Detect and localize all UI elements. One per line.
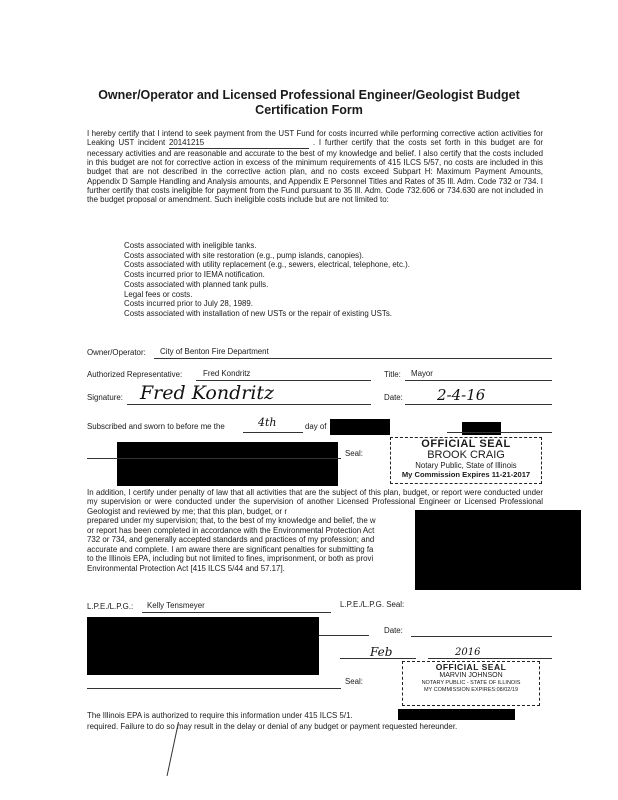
seal1-expiry: My Commission Expires 11-21-2017	[401, 470, 531, 479]
owner-operator-line	[154, 358, 552, 359]
redaction-month	[330, 419, 390, 435]
lpe-paragraph-d: 732 or 734, and generally accepted standards and practices of my profession; and	[87, 535, 375, 544]
owner-signature: Fred Kondritz	[140, 382, 275, 404]
owner-operator-value: City of Benton Fire Department	[160, 347, 269, 356]
notary-seal-1	[390, 437, 542, 484]
lpe-name-label: L.P.E./L.P.G.:	[87, 602, 134, 611]
incident-number: 20141215	[169, 138, 309, 148]
form-title-line2: Certification Form	[255, 103, 363, 117]
notary-year: 2016	[455, 647, 481, 658]
lpe-paragraph-g: Environmental Protection Act [415 ILCS 5/44 and 57.17].	[87, 564, 285, 573]
signature-label: Signature:	[87, 393, 123, 402]
sworn-day-line	[243, 432, 303, 433]
list-item: Costs associated with site restoration (e.g., pump islands, canopies).	[124, 250, 364, 260]
lpe-paragraph-e: accurate and complete. I am aware there are significant penalties for submitting fa	[87, 545, 374, 554]
signature-line	[127, 404, 371, 405]
form-title-line1: Owner/Operator and Licensed Professional Engineer/Geologist Budget	[98, 88, 520, 102]
notary-seal-2	[402, 661, 540, 706]
seal1-name: BROOK CRAIG	[427, 449, 505, 461]
list-item: Costs associated with installation of new USTs or the repair of existing USTs.	[124, 308, 392, 318]
footer-line2: required. Failure to do so may result in the delay or denial of any budget or payment requested hereunder.	[87, 722, 458, 731]
redaction-lpe-seal	[415, 510, 581, 590]
list-item: Costs associated with ineligible tanks.	[124, 241, 257, 250]
sworn-day: 4th	[258, 416, 277, 429]
notary-month: Feb	[370, 645, 393, 659]
ineligible-costs-list	[124, 241, 410, 319]
signature-date: 2-4-16	[437, 386, 486, 404]
date-line	[405, 404, 552, 405]
day-of-label: day of	[305, 422, 327, 431]
redaction-footer	[398, 709, 515, 720]
notary-year-line	[428, 658, 552, 659]
certification-paragraph	[87, 129, 543, 205]
lpe-date-label: Date:	[384, 626, 403, 635]
list-item: Costs associated with utility replacement (e.g., sewers, electrical, telephone, etc.).	[124, 260, 410, 270]
sworn-label: Subscribed and sworn to before me the	[87, 422, 225, 431]
cert-text-part2: . I further certify that the costs set forth in this budget are for necessary activities and are reasonable and accurate to the best of my knowledge and belief. I also certify that the costs included in this budget are not for corrective action in excess of the minimum requirements of 415 ILCS 5/57, no costs are included in this budget that are not described in the corrective action plan, and no costs exceed Subpart H: Maximum Payment Amounts, Appendix D Sample Handling and Analysis amounts, and Appendix E Personnel Titles and Rates of 35 Ill. Adm. Code 732 or 734. I further certify that costs ineligible for payment from the Fund pursuant to 35 Ill. Adm. Code 732.606 or 734.630 are not included in the budget proposal or amendment. Such ineligible costs include but are not limited to:	[87, 138, 543, 205]
seal2-state: NOTARY PUBLIC - STATE OF ILLINOIS	[421, 680, 521, 686]
cert-text-part1: I hereby certify that I intend to seek payment from the UST Fund for costs incurred while performing corrective action activities for Leaking UST incident	[87, 129, 543, 148]
lpe-paragraph-c: or report has been completed in accordance with the Environmental Protection Act	[87, 526, 375, 535]
lpe-name-line	[142, 612, 331, 613]
seal1-state: Notary Public, State of Illinois	[415, 461, 517, 470]
seal-label: Seal:	[345, 449, 363, 458]
notary-seal-label: Seal:	[345, 677, 363, 686]
redaction-year	[462, 422, 501, 435]
authorized-rep-label: Authorized Representative:	[87, 370, 183, 379]
lpe-name-value: Kelly Tensmeyer	[147, 601, 205, 610]
lpe-seal-label: L.P.E./L.P.G. Seal:	[340, 600, 405, 609]
year-line	[447, 432, 552, 433]
date-label: Date:	[384, 393, 403, 402]
seal2-expiry: MY COMMISSION EXPIRES:08/02/19	[423, 687, 519, 693]
title-label: Title:	[384, 370, 401, 379]
seal2-title: OFFICIAL SEAL	[435, 662, 507, 672]
notary-line	[87, 458, 341, 459]
list-item: Costs associated with planned tank pulls.	[124, 279, 269, 289]
lpe-paragraph-b: prepared under my supervision; that, to the best of my knowledge and belief, the w	[87, 516, 376, 525]
lpe-sig-line	[319, 635, 369, 636]
seal1-title: OFFICIAL SEAL	[421, 438, 511, 450]
owner-operator-label: Owner/Operator:	[87, 348, 146, 357]
title-value: Mayor	[411, 369, 433, 378]
seal2-name: MARVIN JOHNSON	[439, 672, 503, 679]
footer-line1: The Illinois EPA is authorized to require this information under 415 ILCS 5/1.	[87, 711, 353, 720]
list-item: Costs incurred prior to July 28, 1989.	[124, 299, 253, 309]
redaction-lpe-signature	[87, 617, 319, 675]
list-item: Costs incurred prior to IEMA notification.	[124, 270, 265, 280]
title-line	[405, 380, 552, 381]
authorized-rep-value: Fred Kondritz	[203, 369, 251, 378]
notary-month-line	[340, 658, 416, 659]
lpe-date-line	[411, 636, 552, 637]
notary2-line	[87, 688, 341, 689]
lpe-paragraph-a: In addition, I certify under penalty of law that all activities that are the subject of this plan, budget, or report were conducted under my supervision or were conducted under the supervision of another Licensed Professional Engineer or Licensed Professional Geologist and reviewed by me; that this plan, budget, or r	[87, 488, 543, 516]
authorized-rep-line	[196, 380, 371, 381]
redaction-notary-name	[117, 442, 338, 486]
lpe-paragraph-f: to the Illinois EPA, including but not limited to fines, imprisonment, or both as provi	[87, 554, 374, 563]
list-item: Legal fees or costs.	[124, 289, 193, 299]
